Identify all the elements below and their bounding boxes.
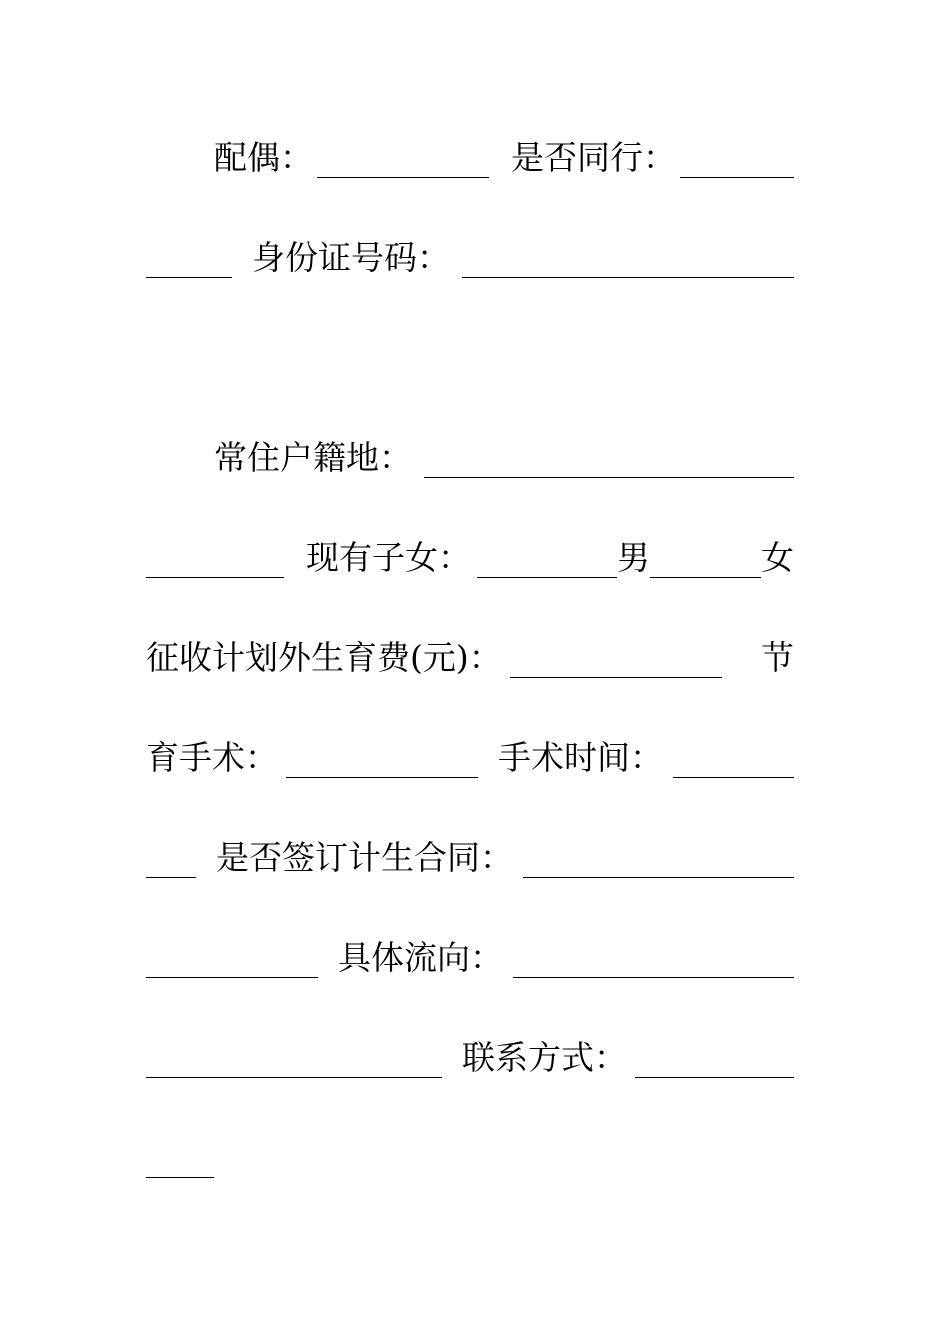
line-id-number: [146, 228, 794, 278]
line-surgery: [146, 728, 794, 778]
male-label: 男: [617, 538, 650, 577]
surgery-field[interactable]: [286, 738, 478, 778]
accompany-field-continued[interactable]: [146, 238, 232, 278]
contract-field-continued[interactable]: [146, 938, 318, 978]
residence-label: 常住户籍地：: [214, 438, 412, 477]
line-children: [146, 528, 794, 578]
accompany-label: 是否同行：: [511, 138, 676, 177]
accompany-field[interactable]: [680, 138, 794, 178]
spouse-label: 配偶：: [214, 138, 313, 177]
line-fee: [146, 628, 794, 678]
surgery-time-field[interactable]: [673, 738, 794, 778]
contact-field-continued[interactable]: [146, 1138, 214, 1178]
line-contact: [146, 1028, 794, 1078]
contact-label: 联系方式：: [462, 1038, 627, 1077]
contract-field[interactable]: [523, 838, 794, 878]
line-contact-continued: [146, 1128, 794, 1178]
line-spouse: [214, 128, 794, 178]
destination-field[interactable]: [513, 938, 794, 978]
id-number-label: 身份证号码：: [252, 238, 450, 277]
male-count-field[interactable]: [477, 538, 617, 578]
line-residence: [214, 428, 794, 478]
residence-field-continued[interactable]: [146, 538, 284, 578]
contact-field[interactable]: [635, 1038, 794, 1078]
line-destination: [146, 928, 794, 978]
fee-field[interactable]: [510, 638, 722, 678]
id-number-field[interactable]: [462, 238, 794, 278]
line-contract: [146, 828, 794, 878]
fee-label: 征收计划外生育费(元)：: [146, 638, 502, 677]
children-label: 现有子女：: [306, 538, 471, 577]
contract-label: 是否签订计生合同：: [216, 838, 513, 877]
spouse-field[interactable]: [317, 138, 489, 178]
surgery-time-label: 手术时间：: [498, 738, 663, 777]
surgery-label-start: 节: [761, 638, 794, 677]
surgery-label-end: 育手术：: [146, 738, 278, 777]
destination-label: 具体流向：: [338, 938, 503, 977]
destination-field-continued[interactable]: [146, 1038, 442, 1078]
female-label: 女: [761, 538, 794, 577]
female-count-field[interactable]: [650, 538, 761, 578]
residence-field[interactable]: [424, 438, 794, 478]
surgery-time-field-continued[interactable]: [146, 838, 196, 878]
